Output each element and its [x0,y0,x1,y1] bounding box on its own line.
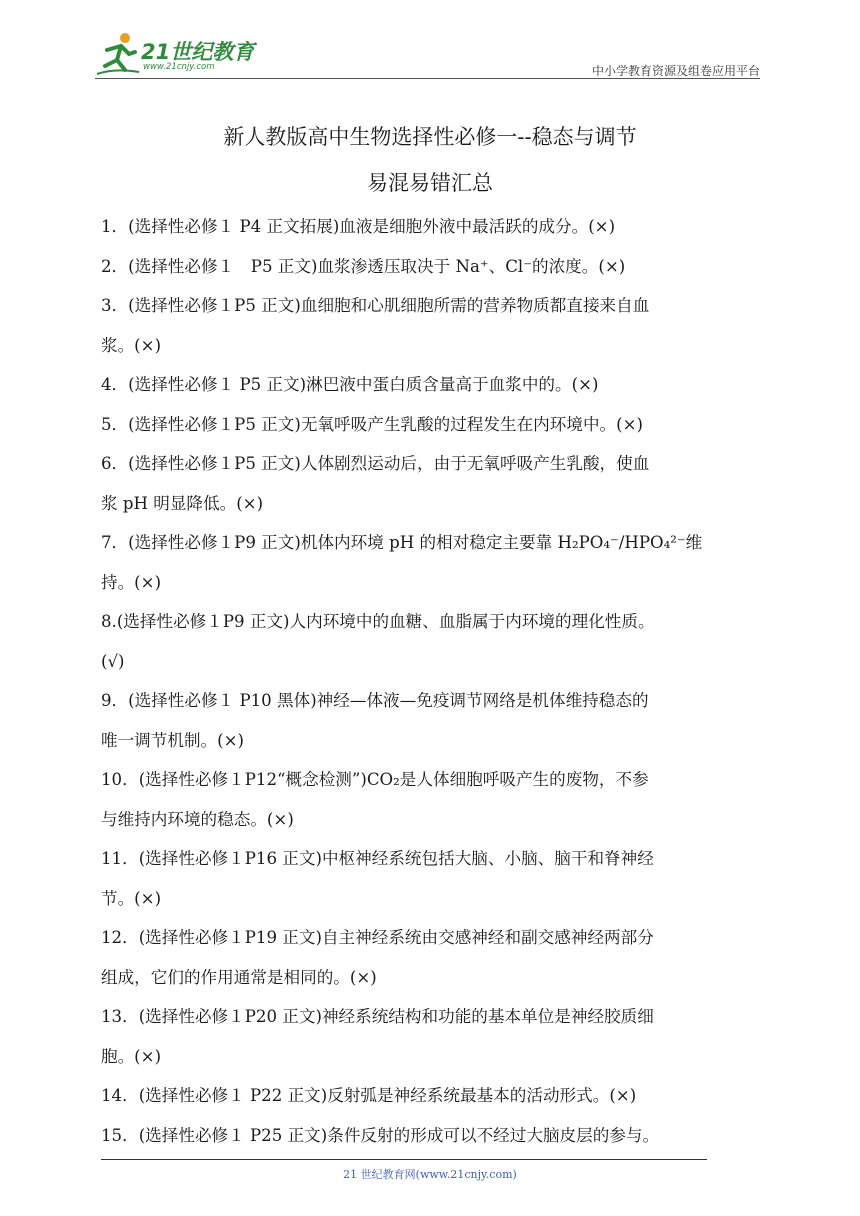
logo-url: www.21cnjy.com [143,62,215,72]
text-line: 13．(选择性必修１P20 正文)神经系统结构和功能的基本单位是神经胶质细 [101,1007,654,1026]
text-line: 9．(选择性必修１ P10 黑体)神经—体液—免疫调节网络是机体维持稳态的 [101,691,649,710]
text-line: 与维持内环境的稳态。(×) [101,809,294,829]
text-line: 11．(选择性必修１P16 正文)中枢神经系统包括大脑、小脑、脑干和脊神经 [101,849,654,868]
text-line: 1．(选择性必修１ P4 正文拓展)血液是细胞外液中最活跃的成分。(×) [101,217,616,236]
platform-label: 中小学教育资源及组卷应用平台 [591,64,760,78]
text-line: 持。(×) [101,572,162,592]
text-line: 12．(选择性必修１P19 正文)自主神经系统由交感神经和副交感神经两部分 [101,928,654,947]
text-line: 10．(选择性必修１P12“概念检测”)CO₂是人体细胞呼吸产生的废物，不参 [101,770,649,789]
text-line: 7．(选择性必修１P9 正文)机体内环境 pH 的相对稳定主要靠 H₂PO₄⁻/HPO₄²⁻维 [101,533,703,552]
text-line: 组成，它们的作用通常是相同的。(×) [101,967,377,987]
text-line: 胞。(×) [101,1046,162,1066]
text-line: 节。(×) [101,888,162,908]
text-line: 浆 pH 明显降低。(×) [101,493,264,513]
header-divider [95,78,760,79]
footer-divider [101,1159,707,1160]
text-line: 8.(选择性必修１P9 正文)人内环境中的血糖、血脂属于内环境的理化性质。 [101,612,655,631]
page-title: 新人教版高中生物选择性必修一--稳态与调节 [223,125,637,149]
text-line: 5．(选择性必修１P5 正文)无氧呼吸产生乳酸的过程发生在内环境中。(×) [101,414,643,434]
text-line: 14．(选择性必修１ P22 正文)反射弧是神经系统最基本的活动形式。(×) [101,1086,637,1105]
text-line: 2．(选择性必修１ P5 正文)血浆渗透压取决于 Na⁺、Cl⁻的浓度。(×) [101,256,626,276]
page-subtitle: 易混易错汇总 [367,171,493,195]
text-line: 3．(选择性必修１P5 正文)血细胞和心肌细胞所需的营养物质都直接来自血 [101,296,650,315]
text-line: 15．(选择性必修１ P25 正文)条件反射的形成可以不经过大脑皮层的参与。 [101,1125,660,1145]
footer-text[interactable]: 21 世纪教育网(www.21cnjy.com) [343,1168,517,1181]
logo-text: 21世纪教育 [141,40,255,64]
text-line: 6．(选择性必修１P5 正文)人体剧烈运动后，由于无氧呼吸产生乳酸，使血 [101,454,650,473]
runner-icon [95,30,141,76]
text-line: (√) [101,651,125,671]
item-list [101,207,766,1155]
text-line: 唯一调节机制。(×) [101,730,245,750]
page-header [95,30,760,80]
logo[interactable] [95,30,265,76]
text-line: 浆。(×) [101,335,162,355]
text-line: 4．(选择性必修１ P5 正文)淋巴液中蛋白质含量高于血浆中的。(×) [101,375,599,394]
